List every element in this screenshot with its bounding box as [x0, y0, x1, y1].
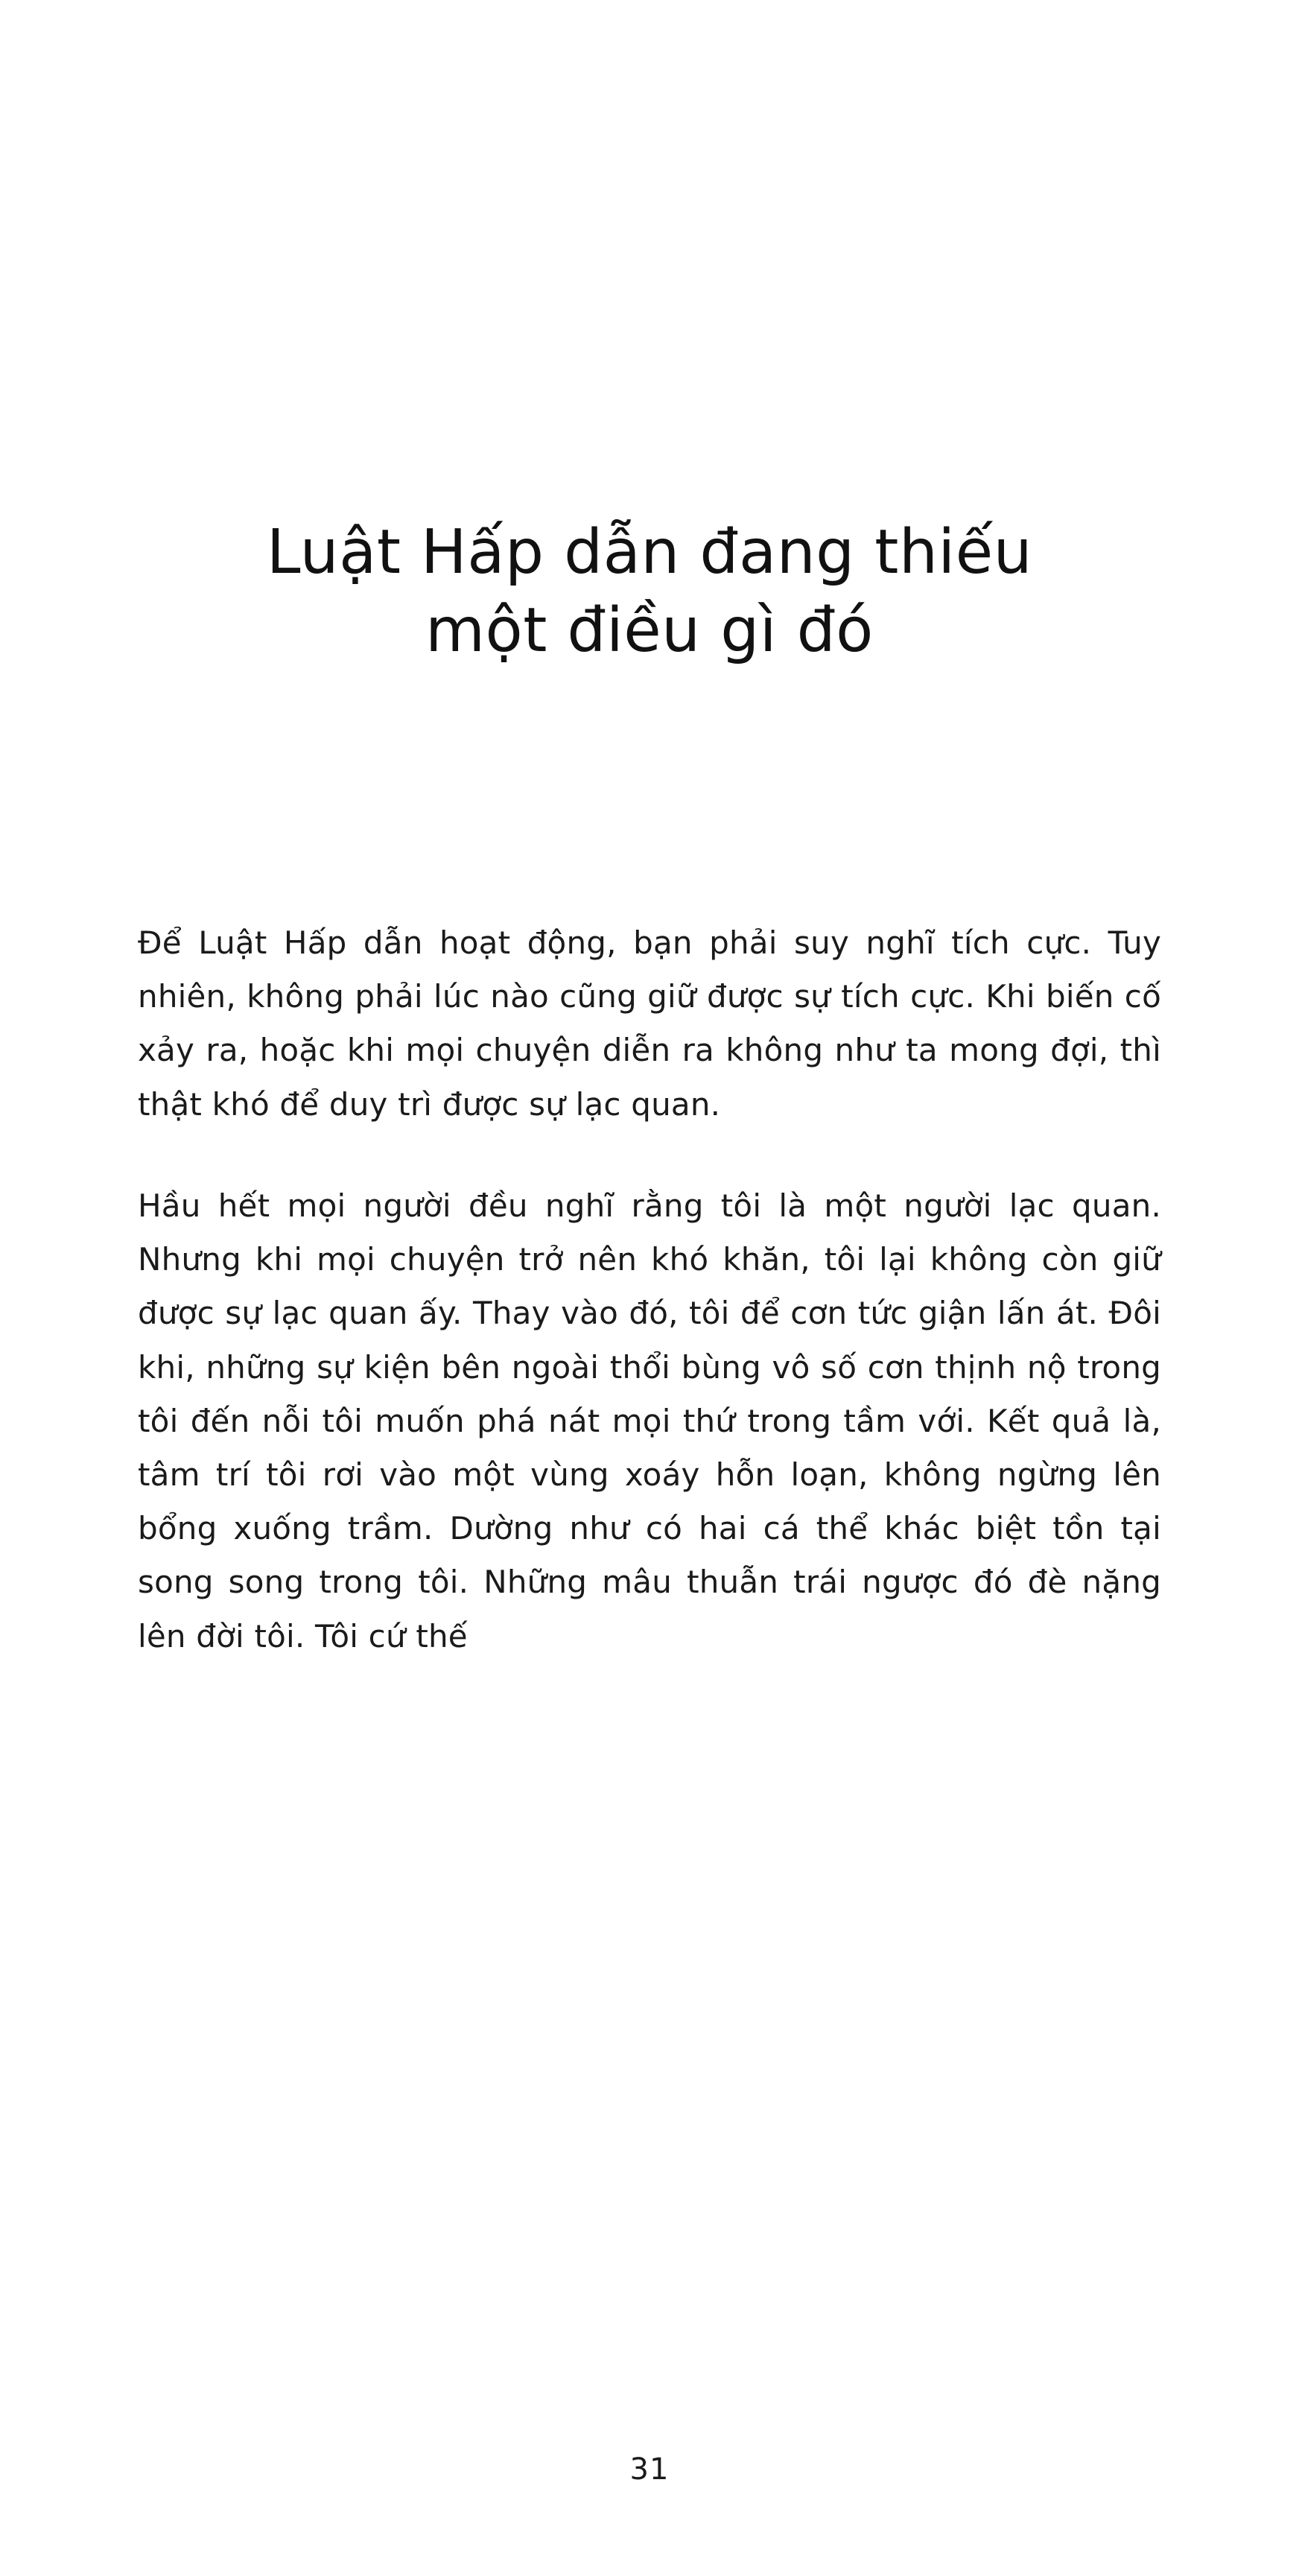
page-number: 31 [629, 2452, 670, 2487]
page-title [138, 514, 1161, 670]
paragraph: Hầu hết mọi người đều nghĩ rằng tôi là một người lạc quan. Nhưng khi mọi chuyện trở nên khó khăn, tôi lại không còn giữ được sự lạc quan ấy. Thay vào đó, tôi để cơn tức giận lấn át. Đôi khi, những sự kiện bên ngoài thổi bùng vô số cơn thịnh nộ trong tôi đến nỗi tôi muốn phá nát mọi thứ trong tầm với. Kết quả là, tâm trí tôi rơi vào một vùng xoáy hỗn loạn, không ngừng lên bổng xuống trầm. Dường như có hai cá thể khác biệt tồn tại song song trong tôi. Những mâu thuẫn trái ngược đó đè nặng lên đời tôi. Tôi cứ thế [138, 1187, 1161, 1655]
book-page [0, 514, 1299, 2576]
title-line-1: Luật Hấp dẫn đang thiếu [266, 517, 1033, 588]
title-line-2: một điều gì đó [425, 594, 874, 666]
paragraph: Để Luật Hấp dẫn hoạt động, bạn phải suy nghĩ tích cực. Tuy nhiên, không phải lúc nào cũng giữ được sự tích cực. Khi biến cố xảy ra, hoặc khi mọi chuyện diễn ra không như ta mong đợi, thì thật khó để duy trì được sự lạc quan. [138, 924, 1161, 1123]
body-text [138, 916, 1161, 1663]
